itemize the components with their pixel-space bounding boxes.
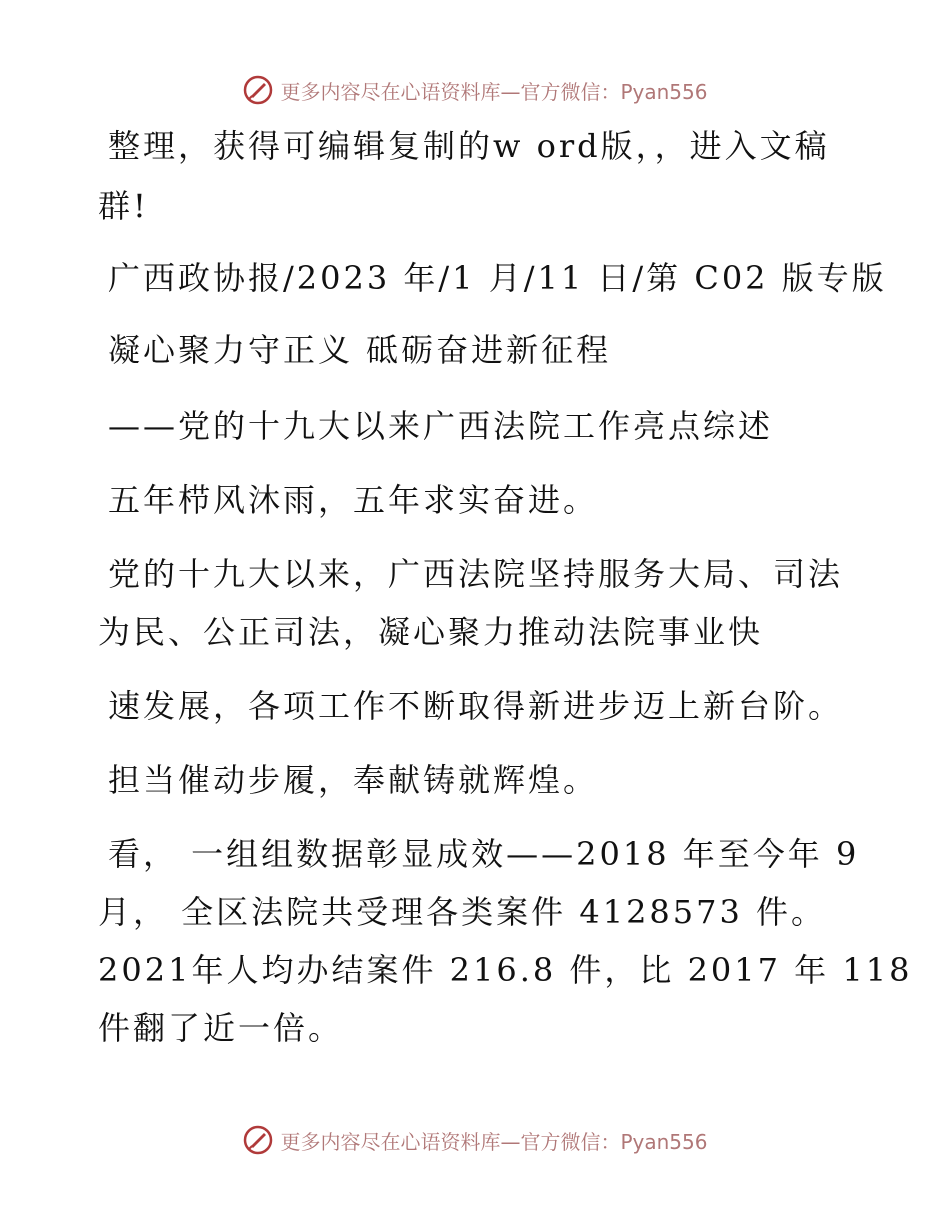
doc-line-14: 件翻了近一倍。 [98, 1009, 344, 1047]
watermark-text: 更多内容尽在心语资料库—官方微信：Pyan556 [280, 79, 708, 104]
quill-seal-icon [242, 1124, 274, 1156]
doc-line-8: 为民、公正司法，凝心聚力推动法院事业快 [98, 613, 764, 651]
doc-line-10: 担当催动步履，奉献铸就辉煌。 [108, 761, 599, 799]
doc-line-12: 月， 全区法院共受理各类案件 4128573 件。 [98, 893, 827, 931]
header-watermark [0, 74, 950, 106]
doc-line-6: 五年栉风沐雨，五年求实奋进。 [108, 481, 599, 519]
doc-line-11: 看， 一组组数据彰显成效——2018 年至今年 9 [108, 835, 860, 873]
doc-line-4: 凝心聚力守正义 砥砺奋进新征程 [108, 331, 612, 369]
doc-line-2: 群! [98, 187, 149, 225]
doc-line-5: ——党的十九大以来广西法院工作亮点综述 [108, 407, 774, 445]
doc-line-1: 整理，获得可编辑复制的w ord版，，进入文稿 [108, 127, 830, 165]
doc-line-13: 2021年人均办结案件 216.8 件，比 2017 年 118 [98, 951, 913, 989]
footer-watermark [0, 1124, 950, 1156]
doc-line-9: 速发展，各项工作不断取得新进步迈上新台阶。 [108, 687, 844, 725]
doc-line-3: 广西政协报/2023 年/1 月/11 日/第 C02 版专版 [108, 259, 887, 297]
doc-line-7: 党的十九大以来，广西法院坚持服务大局、司法 [108, 555, 844, 593]
quill-seal-icon [242, 74, 274, 106]
watermark-text: 更多内容尽在心语资料库—官方微信：Pyan556 [280, 1129, 708, 1154]
